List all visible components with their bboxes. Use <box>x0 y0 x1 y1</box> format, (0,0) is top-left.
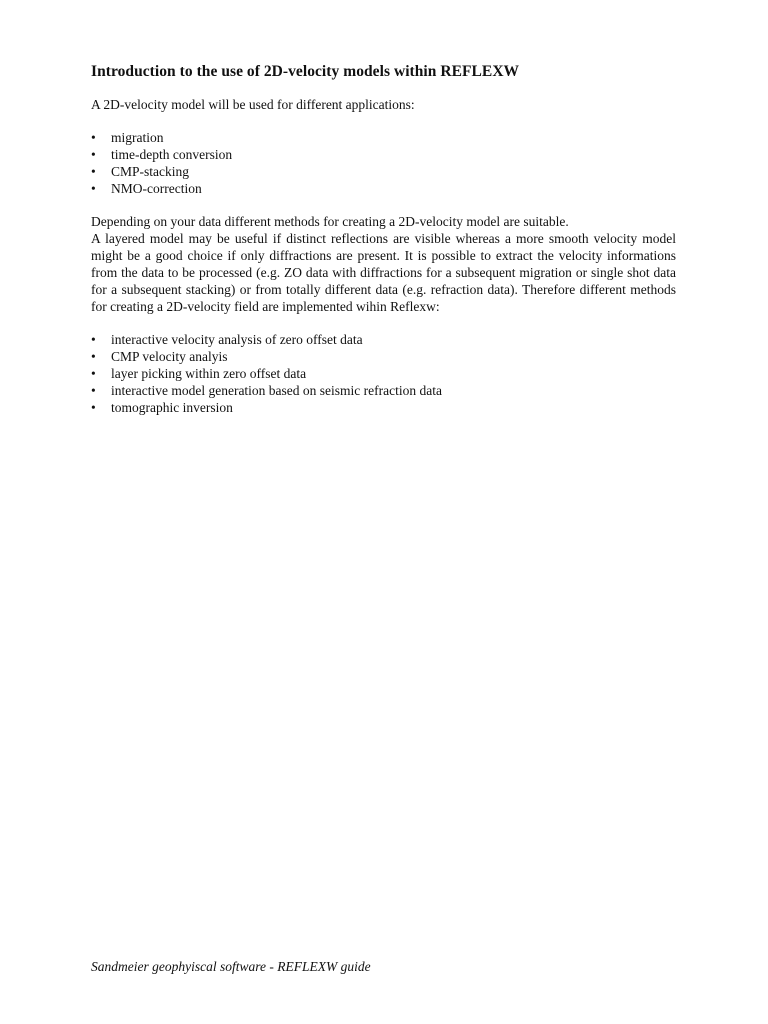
list-item-text: NMO-correction <box>111 181 202 196</box>
bullet-icon: • <box>91 400 96 415</box>
bullet-icon: • <box>91 332 96 347</box>
paragraph-line: Depending on your data different methods for creating a 2D-velocity model are suitable. <box>91 214 569 229</box>
paragraph-body: A layered model may be useful if distinct reflections are visible whereas a more smooth velocity model might be a good choice if only diffractions are present. It is possible to extract the velocity informations from the data to be processed (e.g. ZO data with diffractions for a subsequent migration or single shot data for a subsequent stacking) or from totally different data (e.g. refraction data). Therefore different methods for creating a 2D-velocity field are implemented wihin Reflexw: <box>91 231 676 314</box>
list-item-text: interactive model generation based on seismic refraction data <box>111 383 442 398</box>
list-item <box>91 399 676 416</box>
list-item-text: layer picking within zero offset data <box>111 366 307 381</box>
list-item-text: CMP-stacking <box>111 164 190 179</box>
document-page <box>91 62 676 432</box>
applications-list <box>91 129 676 197</box>
list-item <box>91 129 676 146</box>
list-item-text: CMP velocity analyis <box>111 349 228 364</box>
page-footer: Sandmeier geophyiscal software - REFLEXW guide <box>91 959 371 974</box>
intro-text: A 2D-velocity model will be used for different applications: <box>91 97 415 112</box>
bullet-icon: • <box>91 366 96 381</box>
list-item <box>91 348 676 365</box>
list-item-text: migration <box>111 130 164 145</box>
bullet-icon: • <box>91 383 96 398</box>
list-item-text: interactive velocity analysis of zero offset data <box>111 332 363 347</box>
list-item <box>91 146 676 163</box>
list-item <box>91 382 676 399</box>
bullet-icon: • <box>91 164 96 179</box>
list-item <box>91 163 676 180</box>
methods-paragraph <box>91 213 676 315</box>
bullet-icon: • <box>91 349 96 364</box>
bullet-icon: • <box>91 181 96 196</box>
list-item-text: tomographic inversion <box>111 400 233 415</box>
list-item <box>91 331 676 348</box>
list-item <box>91 365 676 382</box>
list-item-text: time-depth conversion <box>111 147 233 162</box>
document-title: Introduction to the use of 2D-velocity models within REFLEXW <box>91 63 520 80</box>
list-item <box>91 180 676 197</box>
methods-list <box>91 331 676 416</box>
bullet-icon: • <box>91 130 96 145</box>
bullet-icon: • <box>91 147 96 162</box>
